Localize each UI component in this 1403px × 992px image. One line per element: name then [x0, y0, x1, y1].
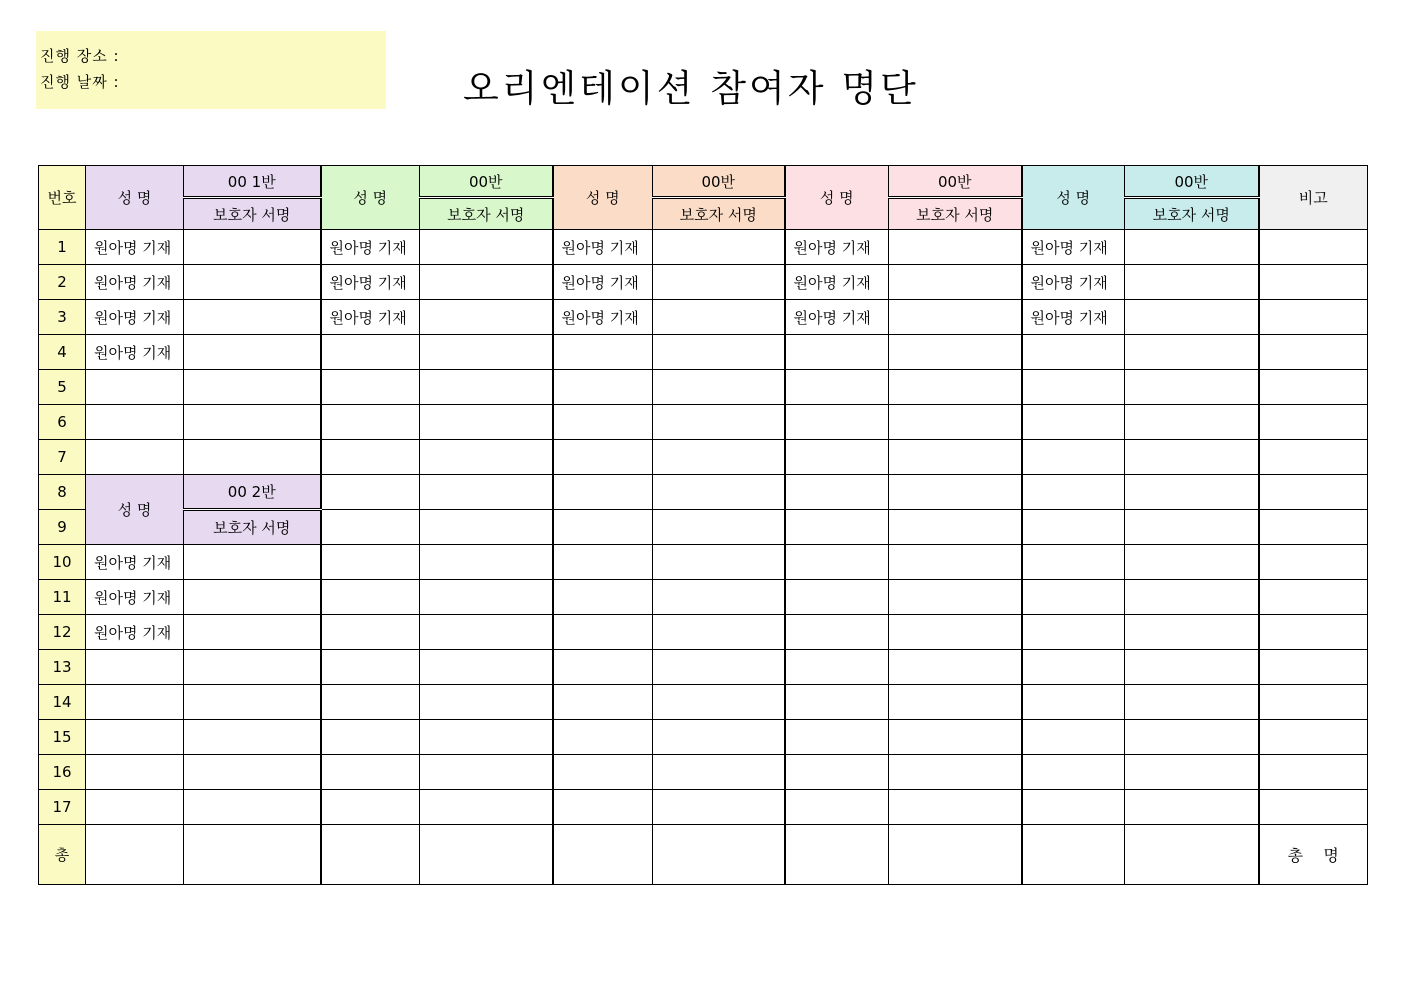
- remarks-cell[interactable]: [1259, 230, 1368, 265]
- table-row: [39, 615, 1368, 650]
- remarks-cell[interactable]: [1259, 685, 1368, 720]
- signature-cell[interactable]: [653, 335, 785, 370]
- child-name-cell[interactable]: [553, 650, 653, 685]
- signature-cell[interactable]: [420, 230, 553, 265]
- class-name-2: 00반: [420, 166, 553, 198]
- signature-cell[interactable]: [1125, 755, 1259, 790]
- row-number: 17: [39, 790, 86, 825]
- child-name-cell[interactable]: [553, 685, 653, 720]
- child-name-cell[interactable]: [321, 685, 420, 720]
- signature-cell[interactable]: [420, 615, 553, 650]
- child-name-cell[interactable]: [553, 545, 653, 580]
- row-number: 2: [39, 265, 86, 300]
- child-name-cell[interactable]: [321, 440, 420, 475]
- child-name-cell[interactable]: [321, 510, 420, 545]
- child-name-cell[interactable]: 원아명 기재: [86, 300, 184, 335]
- class-name-4: 00반: [889, 166, 1022, 198]
- remarks-header: 비고: [1259, 166, 1368, 230]
- signature-cell[interactable]: [889, 475, 1022, 510]
- child-name-cell[interactable]: 원아명 기재: [553, 230, 653, 265]
- signature-cell[interactable]: [184, 440, 321, 475]
- signature-cell[interactable]: [1125, 370, 1259, 405]
- child-name-cell[interactable]: [553, 440, 653, 475]
- child-name-cell[interactable]: [321, 720, 420, 755]
- signature-cell[interactable]: [889, 405, 1022, 440]
- total-cell[interactable]: [889, 825, 1022, 885]
- signature-cell[interactable]: [653, 615, 785, 650]
- class-name-3: 00반: [653, 166, 785, 198]
- row-number: 14: [39, 685, 86, 720]
- signature-cell[interactable]: [420, 545, 553, 580]
- signature-cell[interactable]: [889, 230, 1022, 265]
- child-name-cell[interactable]: [1022, 615, 1125, 650]
- child-name-cell[interactable]: [86, 405, 184, 440]
- signature-cell[interactable]: [889, 755, 1022, 790]
- child-name-cell[interactable]: [785, 790, 889, 825]
- child-name-cell[interactable]: 원아명 기재: [785, 300, 889, 335]
- child-name-cell[interactable]: [86, 755, 184, 790]
- table-row: [39, 685, 1368, 720]
- table-row: [39, 370, 1368, 405]
- remarks-cell[interactable]: [1259, 510, 1368, 545]
- table-row: [39, 650, 1368, 685]
- signature-cell[interactable]: [184, 580, 321, 615]
- name-header-class2: 성 명: [86, 475, 184, 545]
- remarks-cell[interactable]: [1259, 335, 1368, 370]
- child-name-cell[interactable]: [321, 790, 420, 825]
- child-name-cell[interactable]: 원아명 기재: [86, 580, 184, 615]
- table-row: [39, 720, 1368, 755]
- remarks-cell[interactable]: [1259, 440, 1368, 475]
- total-cell[interactable]: [1022, 825, 1125, 885]
- child-name-cell[interactable]: 원아명 기재: [1022, 265, 1125, 300]
- total-count-label: 총 명: [1259, 825, 1368, 885]
- child-name-cell[interactable]: 원아명 기재: [86, 230, 184, 265]
- child-name-cell[interactable]: [785, 615, 889, 650]
- signature-cell[interactable]: [1125, 405, 1259, 440]
- remarks-cell[interactable]: [1259, 300, 1368, 335]
- child-name-cell[interactable]: 원아명 기재: [86, 335, 184, 370]
- signature-cell[interactable]: [1125, 790, 1259, 825]
- signature-cell[interactable]: [420, 510, 553, 545]
- child-name-cell[interactable]: 원아명 기재: [321, 230, 420, 265]
- child-name-cell[interactable]: [86, 790, 184, 825]
- total-cell[interactable]: [1125, 825, 1259, 885]
- row-number: 8: [39, 475, 86, 510]
- remarks-cell[interactable]: [1259, 720, 1368, 755]
- signature-cell[interactable]: [653, 440, 785, 475]
- signature-cell[interactable]: [653, 720, 785, 755]
- signature-cell[interactable]: [420, 650, 553, 685]
- signature-header-class2: 보호자 서명: [184, 510, 321, 545]
- class-name-1: 00 1반: [184, 166, 321, 198]
- row-number: 12: [39, 615, 86, 650]
- signature-cell[interactable]: [1125, 300, 1259, 335]
- child-name-cell[interactable]: [86, 720, 184, 755]
- signature-cell[interactable]: [420, 440, 553, 475]
- total-cell[interactable]: [553, 825, 653, 885]
- signature-header-2: 보호자 서명: [420, 198, 553, 230]
- table-row: [39, 510, 1368, 545]
- signature-cell[interactable]: [653, 230, 785, 265]
- remarks-cell[interactable]: [1259, 755, 1368, 790]
- signature-cell[interactable]: [184, 545, 321, 580]
- signature-cell[interactable]: [889, 650, 1022, 685]
- total-cell[interactable]: [653, 825, 785, 885]
- total-cell[interactable]: [86, 825, 184, 885]
- table-row: [39, 405, 1368, 440]
- header-row-bottom: [39, 198, 1368, 230]
- signature-cell[interactable]: [1125, 440, 1259, 475]
- signature-cell[interactable]: [420, 335, 553, 370]
- child-name-cell[interactable]: [785, 650, 889, 685]
- remarks-cell[interactable]: [1259, 370, 1368, 405]
- table-row: [39, 300, 1368, 335]
- total-cell[interactable]: [420, 825, 553, 885]
- child-name-cell[interactable]: 원아명 기재: [86, 265, 184, 300]
- row-number: 5: [39, 370, 86, 405]
- signature-cell[interactable]: [420, 755, 553, 790]
- signature-cell[interactable]: [184, 685, 321, 720]
- signature-cell[interactable]: [889, 335, 1022, 370]
- class-name-5: 00반: [1125, 166, 1259, 198]
- row-number: 6: [39, 405, 86, 440]
- signature-cell[interactable]: [420, 475, 553, 510]
- child-name-cell[interactable]: 원아명 기재: [785, 265, 889, 300]
- child-name-cell[interactable]: [785, 475, 889, 510]
- row-number: 7: [39, 440, 86, 475]
- header-row-top: [39, 166, 1368, 198]
- total-cell[interactable]: [785, 825, 889, 885]
- signature-cell[interactable]: [420, 685, 553, 720]
- child-name-cell[interactable]: [1022, 790, 1125, 825]
- signature-cell[interactable]: [1125, 720, 1259, 755]
- signature-header-3: 보호자 서명: [653, 198, 785, 230]
- signature-cell[interactable]: [184, 300, 321, 335]
- name-header-1: 성 명: [86, 166, 184, 230]
- signature-cell[interactable]: [184, 335, 321, 370]
- row-number: 1: [39, 230, 86, 265]
- roster-table: [38, 165, 1368, 885]
- table-row: [39, 475, 1368, 510]
- signature-cell[interactable]: [889, 265, 1022, 300]
- table-row: [39, 545, 1368, 580]
- remarks-cell[interactable]: [1259, 265, 1368, 300]
- child-name-cell[interactable]: [321, 475, 420, 510]
- signature-cell[interactable]: [184, 720, 321, 755]
- child-name-cell[interactable]: [553, 370, 653, 405]
- child-name-cell[interactable]: 원아명 기재: [86, 615, 184, 650]
- child-name-cell[interactable]: [1022, 510, 1125, 545]
- signature-cell[interactable]: [420, 405, 553, 440]
- child-name-cell[interactable]: [785, 335, 889, 370]
- row-number: 3: [39, 300, 86, 335]
- signature-cell[interactable]: [889, 615, 1022, 650]
- child-name-cell[interactable]: [1022, 650, 1125, 685]
- signature-cell[interactable]: [184, 650, 321, 685]
- child-name-cell[interactable]: [1022, 755, 1125, 790]
- signature-cell[interactable]: [889, 545, 1022, 580]
- name-header-4: 성 명: [785, 166, 889, 230]
- signature-cell[interactable]: [889, 510, 1022, 545]
- row-number: 11: [39, 580, 86, 615]
- signature-cell[interactable]: [1125, 230, 1259, 265]
- signature-cell[interactable]: [653, 580, 785, 615]
- child-name-cell[interactable]: [321, 580, 420, 615]
- signature-cell[interactable]: [1125, 335, 1259, 370]
- signature-cell[interactable]: [889, 370, 1022, 405]
- row-number: 13: [39, 650, 86, 685]
- remarks-cell[interactable]: [1259, 405, 1368, 440]
- signature-cell[interactable]: [184, 265, 321, 300]
- child-name-cell[interactable]: [1022, 335, 1125, 370]
- child-name-cell[interactable]: [321, 335, 420, 370]
- signature-cell[interactable]: [184, 370, 321, 405]
- child-name-cell[interactable]: [86, 370, 184, 405]
- signature-header-1: 보호자 서명: [184, 198, 321, 230]
- signature-cell[interactable]: [653, 405, 785, 440]
- signature-cell[interactable]: [184, 230, 321, 265]
- child-name-cell[interactable]: [553, 510, 653, 545]
- signature-cell[interactable]: [1125, 685, 1259, 720]
- child-name-cell[interactable]: [1022, 370, 1125, 405]
- child-name-cell[interactable]: [785, 580, 889, 615]
- child-name-cell[interactable]: [785, 685, 889, 720]
- child-name-cell[interactable]: [785, 440, 889, 475]
- signature-cell[interactable]: [420, 580, 553, 615]
- signature-cell[interactable]: [889, 720, 1022, 755]
- signature-cell[interactable]: [653, 650, 785, 685]
- signature-cell[interactable]: [889, 790, 1022, 825]
- place-label: 진행 장소 :: [40, 47, 120, 65]
- remarks-cell[interactable]: [1259, 790, 1368, 825]
- child-name-cell[interactable]: [553, 580, 653, 615]
- total-cell[interactable]: [321, 825, 420, 885]
- signature-cell[interactable]: [653, 790, 785, 825]
- signature-cell[interactable]: [420, 265, 553, 300]
- signature-cell[interactable]: [889, 440, 1022, 475]
- row-number: 15: [39, 720, 86, 755]
- remarks-cell[interactable]: [1259, 475, 1368, 510]
- child-name-cell[interactable]: 원아명 기재: [553, 265, 653, 300]
- table-row: [39, 230, 1368, 265]
- signature-cell[interactable]: [1125, 475, 1259, 510]
- signature-cell[interactable]: [184, 790, 321, 825]
- signature-cell[interactable]: [889, 300, 1022, 335]
- child-name-cell[interactable]: 원아명 기재: [321, 265, 420, 300]
- signature-header-4: 보호자 서명: [889, 198, 1022, 230]
- row-number: 4: [39, 335, 86, 370]
- signature-cell[interactable]: [420, 790, 553, 825]
- child-name-cell[interactable]: [86, 440, 184, 475]
- row-number: 16: [39, 755, 86, 790]
- total-cell[interactable]: [184, 825, 321, 885]
- signature-cell[interactable]: [653, 685, 785, 720]
- child-name-cell[interactable]: [321, 405, 420, 440]
- child-name-cell[interactable]: [553, 790, 653, 825]
- child-name-cell[interactable]: [1022, 440, 1125, 475]
- child-name-cell[interactable]: [86, 685, 184, 720]
- signature-cell[interactable]: [653, 300, 785, 335]
- row-number: 10: [39, 545, 86, 580]
- child-name-cell[interactable]: [785, 545, 889, 580]
- child-name-cell[interactable]: 원아명 기재: [86, 545, 184, 580]
- signature-cell[interactable]: [889, 580, 1022, 615]
- child-name-cell[interactable]: [321, 615, 420, 650]
- signature-cell[interactable]: [653, 510, 785, 545]
- signature-cell[interactable]: [653, 265, 785, 300]
- name-header-3: 성 명: [553, 166, 653, 230]
- child-name-cell[interactable]: 원아명 기재: [321, 300, 420, 335]
- child-name-cell[interactable]: [1022, 685, 1125, 720]
- child-name-cell[interactable]: [1022, 720, 1125, 755]
- name-header-2: 성 명: [321, 166, 420, 230]
- signature-cell[interactable]: [653, 545, 785, 580]
- child-name-cell[interactable]: [321, 755, 420, 790]
- table-row: [39, 790, 1368, 825]
- child-name-cell[interactable]: [321, 650, 420, 685]
- child-name-cell[interactable]: 원아명 기재: [1022, 230, 1125, 265]
- child-name-cell[interactable]: [1022, 405, 1125, 440]
- signature-cell[interactable]: [1125, 510, 1259, 545]
- child-name-cell[interactable]: [785, 370, 889, 405]
- child-name-cell[interactable]: [553, 335, 653, 370]
- signature-cell[interactable]: [1125, 545, 1259, 580]
- child-name-cell[interactable]: [785, 510, 889, 545]
- child-name-cell[interactable]: 원아명 기재: [553, 300, 653, 335]
- child-name-cell[interactable]: [1022, 545, 1125, 580]
- info-box: [36, 31, 386, 109]
- signature-cell[interactable]: [1125, 650, 1259, 685]
- child-name-cell[interactable]: [321, 370, 420, 405]
- child-name-cell[interactable]: [86, 650, 184, 685]
- child-name-cell[interactable]: [553, 405, 653, 440]
- table-row: [39, 335, 1368, 370]
- signature-cell[interactable]: [889, 685, 1022, 720]
- signature-cell[interactable]: [653, 475, 785, 510]
- total-row: [39, 825, 1368, 885]
- child-name-cell[interactable]: [553, 720, 653, 755]
- table-row: [39, 265, 1368, 300]
- remarks-cell[interactable]: [1259, 545, 1368, 580]
- signature-cell[interactable]: [420, 370, 553, 405]
- child-name-cell[interactable]: [553, 755, 653, 790]
- child-name-cell[interactable]: [1022, 580, 1125, 615]
- signature-cell[interactable]: [184, 615, 321, 650]
- page-title: 오리엔테이션 참여자 명단: [463, 67, 919, 110]
- signature-cell[interactable]: [1125, 615, 1259, 650]
- signature-cell[interactable]: [184, 405, 321, 440]
- signature-cell[interactable]: [420, 300, 553, 335]
- table-row: [39, 440, 1368, 475]
- signature-cell[interactable]: [184, 755, 321, 790]
- child-name-cell[interactable]: [785, 755, 889, 790]
- remarks-cell[interactable]: [1259, 615, 1368, 650]
- table-row: [39, 580, 1368, 615]
- date-label: 진행 날짜 :: [40, 73, 120, 91]
- total-label: 총: [39, 825, 86, 885]
- child-name-cell[interactable]: [553, 475, 653, 510]
- child-name-cell[interactable]: 원아명 기재: [785, 230, 889, 265]
- table-row: [39, 755, 1368, 790]
- child-name-cell[interactable]: 원아명 기재: [1022, 300, 1125, 335]
- number-header: 번호: [39, 166, 86, 230]
- remarks-cell[interactable]: [1259, 650, 1368, 685]
- remarks-cell[interactable]: [1259, 580, 1368, 615]
- signature-cell[interactable]: [653, 755, 785, 790]
- signature-cell[interactable]: [653, 370, 785, 405]
- child-name-cell[interactable]: [785, 405, 889, 440]
- signature-header-5: 보호자 서명: [1125, 198, 1259, 230]
- class-name-second: 00 2반: [184, 475, 321, 510]
- child-name-cell[interactable]: [321, 545, 420, 580]
- name-header-5: 성 명: [1022, 166, 1125, 230]
- row-number: 9: [39, 510, 86, 545]
- signature-cell[interactable]: [420, 720, 553, 755]
- signature-cell[interactable]: [1125, 580, 1259, 615]
- child-name-cell[interactable]: [553, 615, 653, 650]
- signature-cell[interactable]: [1125, 265, 1259, 300]
- child-name-cell[interactable]: [785, 720, 889, 755]
- child-name-cell[interactable]: [1022, 475, 1125, 510]
